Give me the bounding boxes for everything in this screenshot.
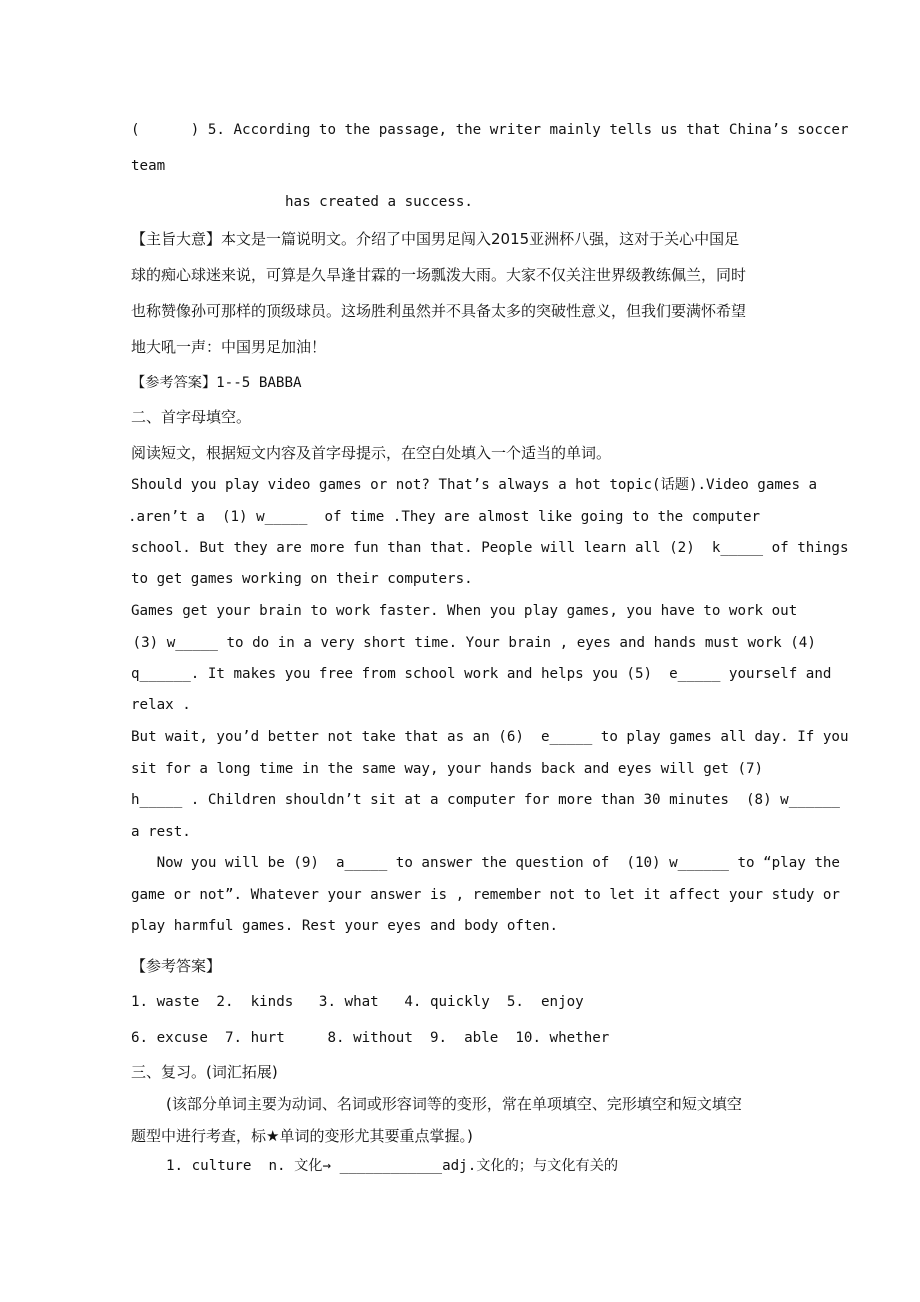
summary-line1: 【主旨大意】本文是一篇说明文。介绍了中国男足闯入2015亚洲杯八强，这对于关心中国足	[131, 230, 740, 248]
passage-line: to get games working on their computers.	[131, 571, 473, 587]
summary-line2: 球的痴心球迷来说，可算是久旱逢甘霖的一场瓢泼大雨。大家不仅关注世界级教练佩兰，同时	[131, 266, 747, 284]
q5-line2: team	[131, 158, 166, 174]
passage-line: But wait, you’d better not take that as an (6) e_____ to play games all day. If you	[131, 729, 849, 745]
summary-line4: 地大吼一声：中国男足加油！	[131, 338, 327, 356]
passage-line: (3) w_____ to do in a very short time. Your brain , eyes and hands must work (4)	[124, 635, 816, 651]
passage-line: a rest.	[131, 824, 191, 840]
passage-line: h_____ . Children shouldn’t sit at a computer for more than 30 minutes (8) w______	[131, 792, 840, 808]
passage-line: game or not”. Whatever your answer is , remember not to let it affect your study or	[131, 887, 840, 903]
passage-line: sit for a long time in the same way, your hands back and eyes will get (7)	[131, 761, 764, 777]
section-3-note1: (该部分单词主要为动词、名词或形容词等的变形，常在单项填空、完形填空和短文填空	[166, 1095, 742, 1113]
answer-key-2-row2: 6. excuse 7. hurt 8. without 9. able 10. whether	[131, 1030, 610, 1046]
section-2-heading: 二、首字母填空。	[131, 408, 252, 426]
passage-line: Now you will be (9) a_____ to answer the question of (10) w______ to “play the	[131, 855, 840, 871]
q5-line3: has created a success.	[285, 194, 473, 210]
passage-line: school. But they are more fun than that. People will learn all (2) k_____ of things	[131, 540, 849, 556]
passage-line: play harmful games. Rest your eyes and body often.	[131, 918, 559, 934]
summary-line3: 也称赞像孙可那样的顶级球员。这场胜利虽然并不具备太多的突破性意义，但我们要满怀希望	[131, 302, 747, 320]
passage-line: Games get your brain to work faster. When you play games, you have to work out	[131, 603, 798, 619]
answer-key-2-row1: 1. waste 2. kinds 3. what 4. quickly 5. enjoy	[131, 994, 584, 1010]
answer-key-2-label: 【参考答案】	[131, 957, 222, 975]
passage-line: Should you play video games or not? That’s always a hot topic(话题).Video games a	[131, 477, 818, 493]
answer-key-1: 【参考答案】1--5 BABBA	[131, 375, 302, 391]
section-2-instruction: 阅读短文，根据短文内容及首字母提示，在空白处填入一个适当的单词。	[131, 444, 612, 462]
passage-line: relax .	[131, 697, 191, 713]
passage-line: .aren’t a (1) w_____ of time .They are almost like going to the computer	[128, 509, 761, 525]
vocab-item-1: 1. culture n. 文化→ ____________adj.文化的；与文化有关的	[166, 1158, 619, 1174]
section-3-heading: 三、复习。(词汇拓展)	[131, 1063, 278, 1081]
section-3-note2: 题型中进行考查，标★单词的变形尤其要重点掌握。)	[131, 1127, 473, 1145]
passage-line: q______. It makes you free from school work and helps you (5) e_____ yourself and	[131, 666, 832, 682]
q5-line1: ( ) 5. According to the passage, the writer mainly tells us that China’s soccer	[131, 122, 849, 138]
